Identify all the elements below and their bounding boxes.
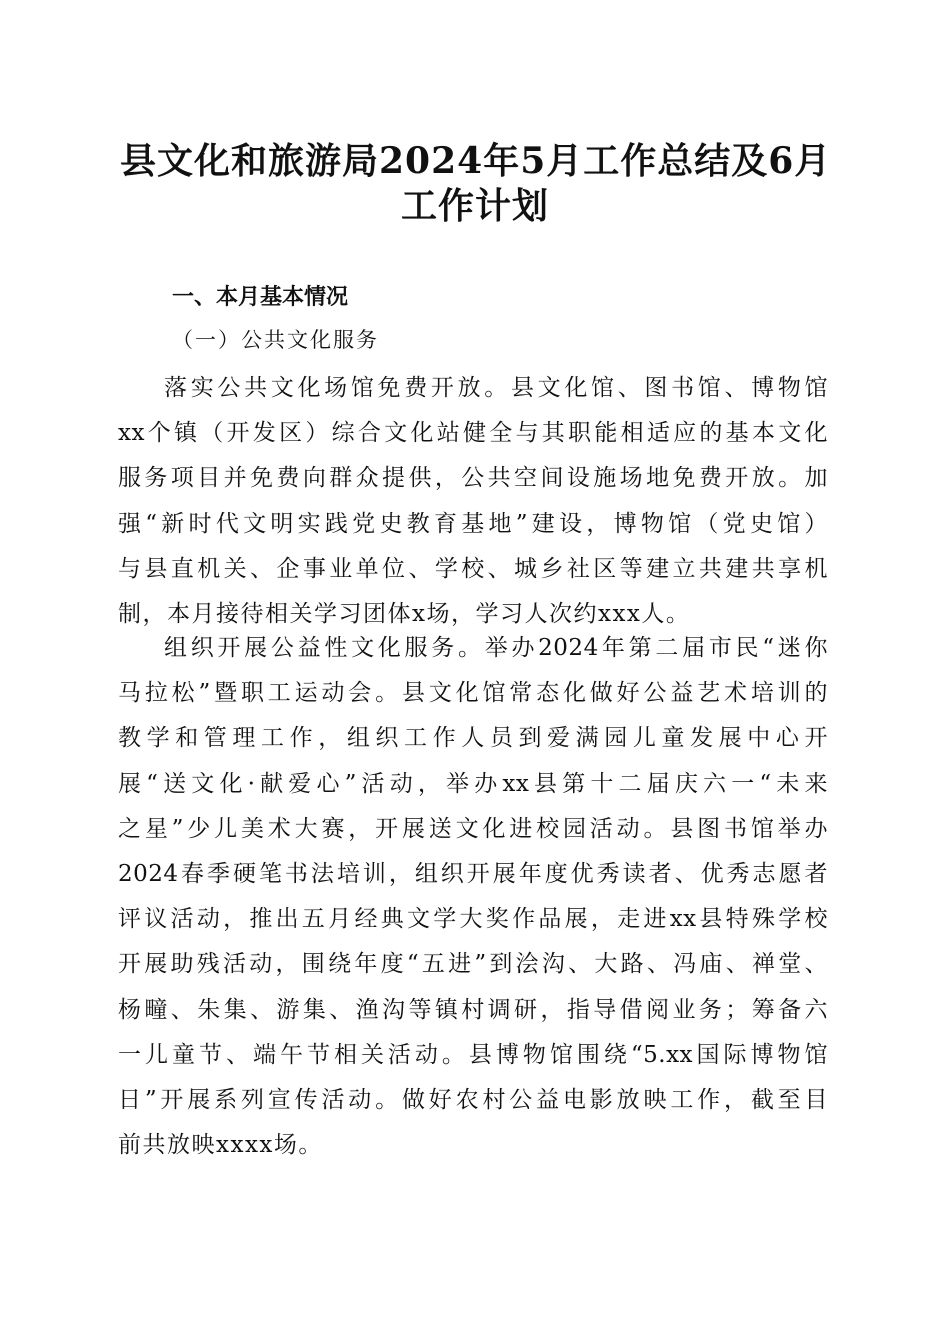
- paragraph-line: 2024春季硬笔书法培训，组织开展年度优秀读者、优秀志愿者: [118, 860, 828, 887]
- paragraph-line: 之星”少儿美术大赛，开展送文化进校园活动。县图书馆举办: [118, 815, 828, 842]
- paragraph-line: 强“新时代文明实践党史教育基地”建设，博物馆（党史馆）: [118, 510, 828, 537]
- paragraph-line: 服务项目并免费向群众提供，公共空间设施场地免费开放。加: [118, 465, 828, 492]
- document-title-line-1: 县文化和旅游局2024年5月工作总结及6月: [120, 140, 832, 182]
- paragraph-line: 开展助残活动，围绕年度“五进”到浍沟、大路、冯庙、禅堂、: [118, 951, 828, 978]
- paragraph-line: 与县直机关、企事业单位、学校、城乡社区等建立共建共享机: [118, 555, 828, 582]
- paragraph-public-venues: [118, 366, 828, 637]
- paragraph-line: 展“送文化·献爱心”活动，举办xx县第十二届庆六一“未来: [118, 770, 828, 797]
- paragraph-line: 制，本月接待相关学习团体x场，学习人次约xxx人。: [118, 600, 691, 627]
- paragraph-line: 前共放映xxxx场。: [118, 1132, 323, 1159]
- paragraph-line: 教学和管理工作，组织工作人员到爱满园儿童发展中心开: [118, 725, 828, 752]
- paragraph-line: 马拉松”暨职工运动会。县文化馆常态化做好公益艺术培训的: [118, 680, 828, 707]
- paragraph-line: 落实公共文化场馆免费开放。县文化馆、图书馆、博物馆: [164, 375, 828, 401]
- paragraph-line: 日”开展系列宣传活动。做好农村公益电影放映工作，截至目: [118, 1086, 828, 1113]
- subsection-heading: （一）公共文化服务: [172, 328, 379, 352]
- paragraph-public-services: [118, 626, 828, 1168]
- paragraph-line: 杨疃、朱集、游集、渔沟等镇村调研，指导借阅业务；筹备六: [118, 996, 828, 1023]
- document-title-line-2: 工作计划: [400, 185, 549, 227]
- paragraph-line: 组织开展公益性文化服务。举办2024年第二届市民“迷你: [164, 635, 828, 661]
- paragraph-line: xx个镇（开发区）综合文化站健全与其职能相适应的基本文化: [118, 420, 828, 447]
- paragraph-line: 评议活动，推出五月经典文学大奖作品展，走进xx县特殊学校: [118, 906, 828, 933]
- paragraph-line: 一儿童节、端午节相关活动。县博物馆围绕“5.xx国际博物馆: [118, 1041, 828, 1068]
- section-heading: 一、本月基本情况: [172, 285, 349, 310]
